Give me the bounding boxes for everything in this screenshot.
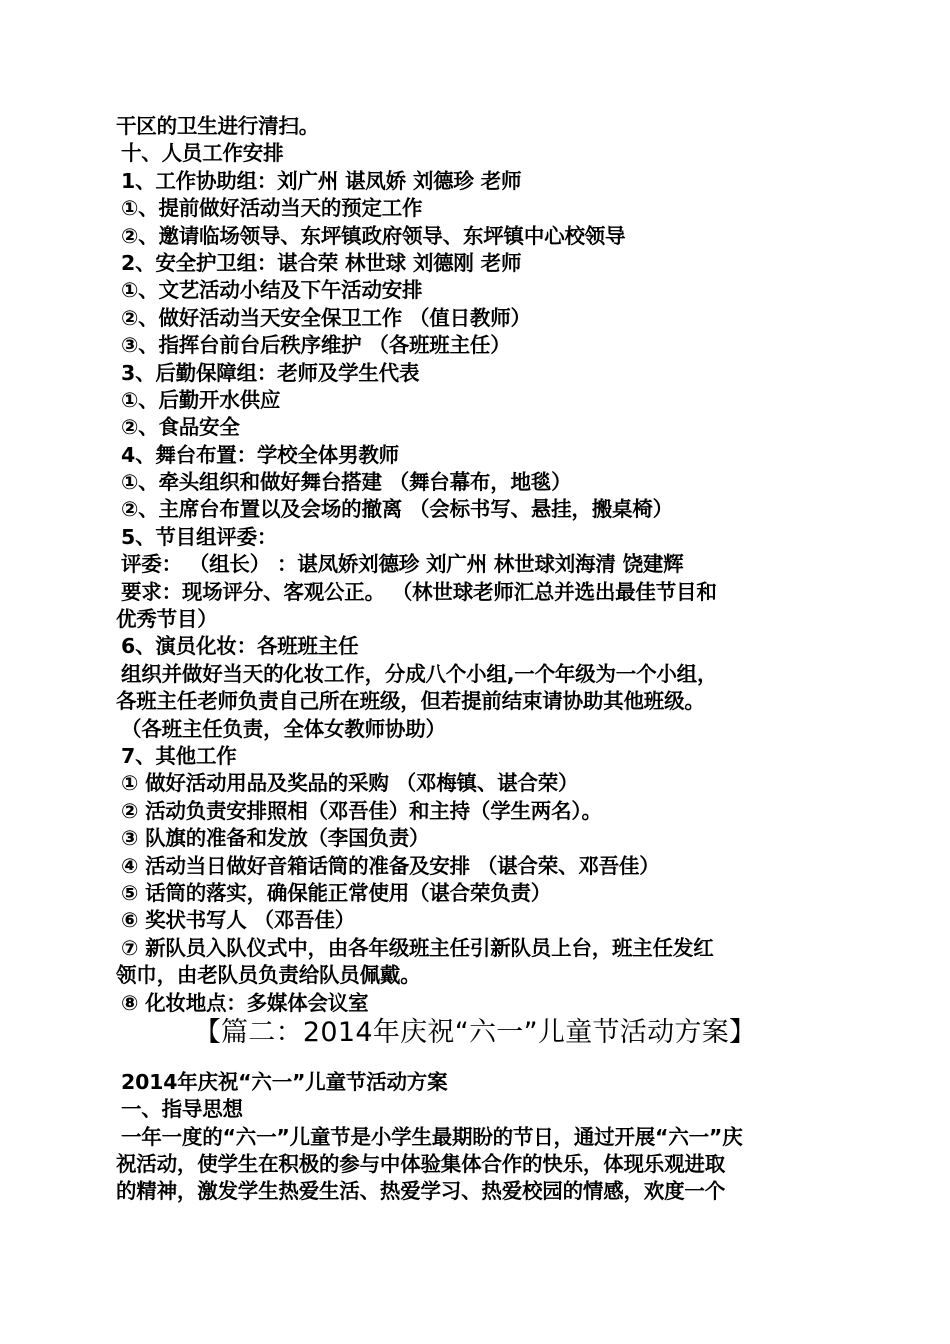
text-line: 1、工作协助组：刘广州 谌凤娇 刘德珍 老师 [121, 168, 522, 193]
document-body [116, 113, 834, 1206]
text-line: 3、后勤保障组：老师及学生代表 [121, 360, 420, 385]
text-line: ①、后勤开水供应 [121, 387, 281, 412]
text-line: ④ 活动当日做好音箱话筒的准备及安排 （谌合荣、邓吾佳） [121, 853, 660, 878]
text-line: 祝活动，使学生在积极的参与中体验集体合作的快乐，体现乐观进取 [116, 1152, 725, 1177]
text-line: 一、指导思想 [121, 1097, 243, 1122]
text-line: 干区的卫生进行清扫。 [116, 114, 319, 138]
text-line: ②、主席台布置以及会场的撤离 （会标书写、悬挂，搬桌椅） [121, 497, 673, 522]
text-line: ①、牵头组织和做好舞台搭建 （舞台幕布，地毯） [121, 470, 572, 495]
text-line: 7、其他工作 [121, 743, 237, 768]
text-line: 要求：现场评分、客观公正。 （林世球老师汇总并选出最佳节目和 [121, 579, 717, 604]
text-line: 十、人员工作安排 [121, 141, 284, 166]
section-title: 【篇二：2014年庆祝“六一”儿童节活动方案】 [193, 1016, 757, 1048]
text-line: ③、指挥台前台后秩序维护 （各班班主任） [121, 333, 511, 358]
text-line: ① 做好活动用品及奖品的采购 （邓梅镇、谌合荣） [121, 771, 579, 796]
text-line: 2014年庆祝“六一”儿童节活动方案 [121, 1069, 448, 1094]
text-line: ③ 队旗的准备和发放（李国负责） [121, 826, 430, 851]
text-line: 5、节目组评委： [121, 524, 278, 549]
text-line: ⑥ 奖状书写人 （邓吾佳） [121, 908, 356, 933]
children-day-plan-section [116, 1069, 834, 1206]
text-line: ①、提前做好活动当天的预定工作 [121, 196, 423, 221]
text-line: 一年一度的“六一”儿童节是小学生最期盼的节日，通过开展“六一”庆 [121, 1124, 743, 1149]
staff-arrangement-section [116, 113, 834, 1017]
text-line: 评委： （组长） ：谌凤娇刘德珍 刘广州 林世球刘海清 饶建辉 [121, 552, 684, 577]
text-line: 4、舞台布置：学校全体男教师 [121, 442, 399, 467]
text-line: ①、文艺活动小结及下午活动安排 [121, 278, 423, 303]
text-line: ⑦ 新队员入队仪式中，由各年级班主任引新队员上台，班主任发红 [121, 935, 714, 960]
text-line: ② 活动负责安排照相（邓吾佳）和主持（学生两名）。 [121, 798, 602, 823]
text-line: ②、食品安全 [121, 415, 240, 440]
text-line: 优秀节目） [116, 607, 218, 632]
text-line: 各班主任老师负责自己所在班级，但若提前结束请协助其他班级。 [116, 689, 705, 714]
text-line: 的精神，激发学生热爱生活、热爱学习、热爱校园的情感，欢度一个 [116, 1179, 725, 1204]
text-line: ②、做好活动当天安全保卫工作 （值日教师） [121, 305, 531, 330]
text-line: 领巾，由老队员负责给队员佩戴。 [116, 963, 421, 988]
text-line: ⑤ 话筒的落实，确保能正常使用（谌合荣负责） [121, 880, 552, 905]
text-line: 6、演员化妆：各班班主任 [121, 634, 359, 659]
text-line: ②、邀请临场领导、东坪镇政府领导、东坪镇中心校领导 [121, 223, 626, 248]
text-line: （各班主任负责，全体女教师协助） [121, 716, 446, 741]
text-line: ⑧ 化妆地点：多媒体会议室 [121, 990, 369, 1015]
text-line: 2、安全护卫组：谌合荣 林世球 刘德刚 老师 [121, 250, 522, 275]
text-line: 组织并做好当天的化妆工作，分成八个小组,一个年级为一个小组， [121, 661, 718, 686]
